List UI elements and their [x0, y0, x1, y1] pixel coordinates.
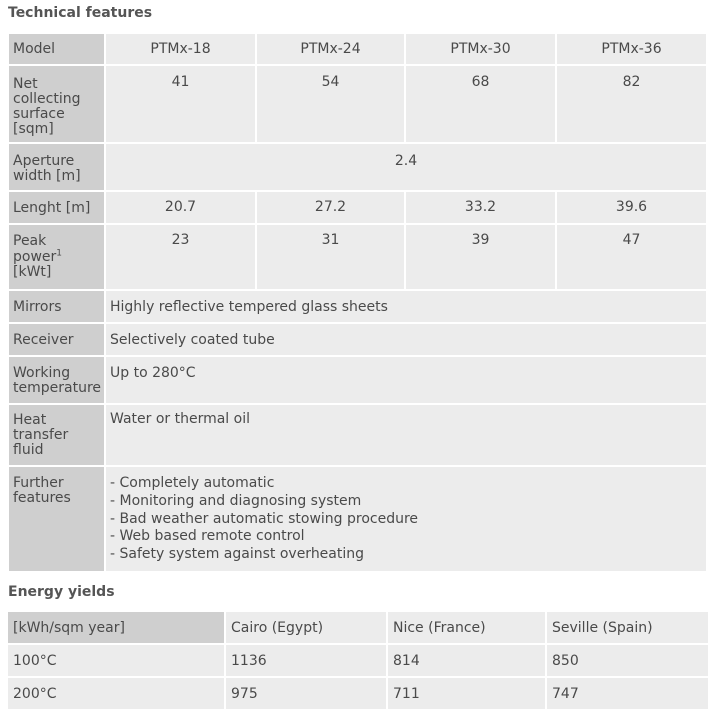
- row-label-surface: [9, 66, 104, 142]
- row-label-aperture: [9, 144, 104, 190]
- power-cell: 31: [257, 225, 404, 289]
- energy-header-cell: Cairo (Egypt): [226, 612, 386, 643]
- label-line: surface: [13, 106, 65, 122]
- energy-row-label: 200°C: [8, 678, 224, 709]
- aperture-cell: 2.4: [106, 144, 706, 190]
- label-line: collecting: [13, 91, 81, 107]
- model-cell: PTMx-24: [257, 34, 404, 64]
- feature-list: [110, 475, 702, 564]
- model-cell: PTMx-18: [106, 34, 255, 64]
- footnote-marker: 1: [56, 248, 63, 259]
- feature-item: - Bad weather automatic stowing procedure: [110, 510, 419, 527]
- length-cell: 27.2: [257, 192, 404, 223]
- surface-cell: 41: [106, 66, 255, 142]
- feature-item: - Safety system against overheating: [110, 546, 365, 563]
- length-cell: 20.7: [106, 192, 255, 223]
- energy-row-label: 100°C: [8, 645, 224, 676]
- length-cell: 39.6: [557, 192, 706, 223]
- row-label-further-features: [9, 467, 104, 571]
- label-line: Peak: [13, 233, 47, 249]
- label-line: Working: [13, 365, 71, 381]
- receiver-value: Selectively coated tube: [106, 324, 706, 355]
- surface-cell: 82: [557, 66, 706, 142]
- label-line: temperature: [13, 380, 101, 396]
- energy-cell: 1136: [226, 645, 386, 676]
- row-label-power: [9, 225, 104, 289]
- label-line: fluid: [13, 442, 44, 458]
- energy-cell: 850: [547, 645, 708, 676]
- label-line: features: [13, 490, 71, 506]
- power-cell: 23: [106, 225, 255, 289]
- model-cell: PTMx-36: [557, 34, 706, 64]
- surface-cell: 54: [257, 66, 404, 142]
- label-line: [kWt]: [13, 264, 52, 280]
- label-line: Heat: [13, 412, 47, 428]
- mirrors-value: Highly reflective tempered glass sheets: [106, 291, 706, 322]
- surface-cell: 68: [406, 66, 555, 142]
- row-label-heat-transfer: [9, 405, 104, 465]
- model-label: Model: [13, 41, 56, 57]
- row-label-receiver: [9, 324, 104, 355]
- label-line: [13, 250, 100, 265]
- label-line: width [m]: [13, 168, 81, 184]
- energy-cell: 814: [388, 645, 545, 676]
- technical-features-title: Technical features: [8, 5, 153, 21]
- further-features-value: [106, 467, 706, 571]
- label-line: transfer: [13, 427, 69, 443]
- energy-cell: 747: [547, 678, 708, 709]
- power-cell: 47: [557, 225, 706, 289]
- working-temperature-value: Up to 280°C: [106, 357, 706, 403]
- row-label-working-temperature: [9, 357, 104, 403]
- feature-item: - Completely automatic: [110, 475, 275, 491]
- energy-yields-title: Energy yields: [8, 584, 115, 600]
- row-label-mirrors: [9, 291, 104, 322]
- energy-cell: 975: [226, 678, 386, 709]
- energy-header-cell: Nice (France): [388, 612, 545, 643]
- label-line: Further: [13, 475, 64, 491]
- row-label-model: [9, 34, 104, 64]
- energy-cell: 711: [388, 678, 545, 709]
- mirrors-label: Mirrors: [13, 299, 62, 315]
- label-line: Net: [13, 76, 38, 92]
- row-label-length: [9, 192, 104, 223]
- receiver-label: Receiver: [13, 332, 74, 348]
- power-cell: 39: [406, 225, 555, 289]
- power-word: power: [13, 249, 57, 265]
- model-cell: PTMx-30: [406, 34, 555, 64]
- heat-transfer-value: Water or thermal oil: [106, 405, 706, 465]
- feature-item: - Monitoring and diagnosing system: [110, 492, 362, 509]
- length-cell: 33.2: [406, 192, 555, 223]
- length-label: Lenght [m]: [13, 200, 91, 216]
- energy-header-cell: [kWh/sqm year]: [8, 612, 224, 643]
- feature-item: - Web based remote control: [110, 528, 305, 545]
- energy-header-cell: Seville (Spain): [547, 612, 708, 643]
- label-line: Aperture: [13, 153, 75, 169]
- label-line: [sqm]: [13, 121, 54, 137]
